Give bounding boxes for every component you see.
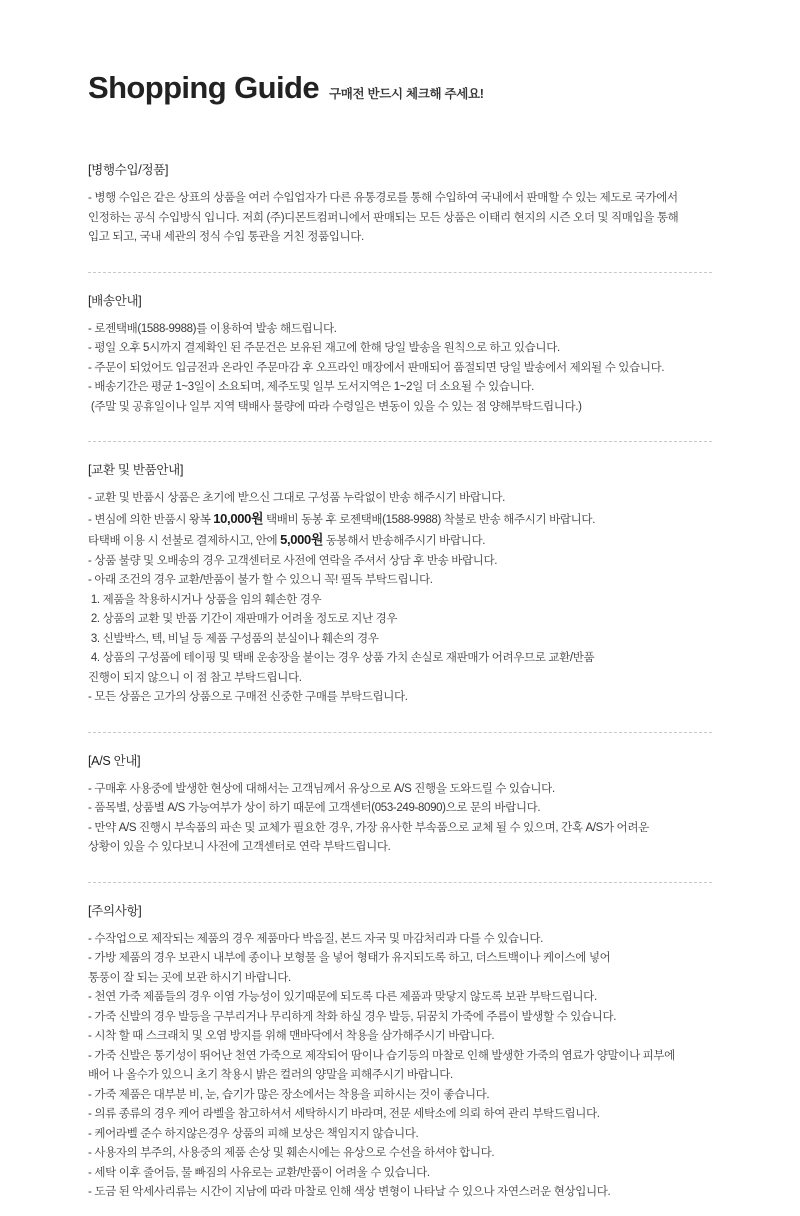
highlight-amount: 5,000원: [280, 532, 324, 547]
section-divider: [88, 441, 712, 442]
guide-section: [88, 901, 712, 1213]
section-line: - 평일 오후 5시까지 결제확인 된 주문건은 보유된 재고에 한해 당일 발송을 원칙으로 하고 있습니다.: [88, 342, 560, 354]
section-divider: [88, 882, 712, 883]
section-line: 4. 상품의 구성품에 테이핑 및 택배 운송장을 붙이는 경우 상품 가치 손실로 재판매가 어려우므로 교환/반품: [88, 652, 595, 664]
section-line: - 모든 상품은 고가의 상품으로 구매전 신중한 구매를 부탁드립니다.: [88, 691, 408, 703]
section-line: - 변심에 의한 반품시 왕복 10,000원 택배비 동봉 후 로젠택배(1588-9988) 착불로 반송 해주시기 바랍니다.: [88, 510, 596, 526]
section-line: - 배송기간은 평균 1~3일이 소요되며, 제주도및 일부 도서지역은 1~2일 더 소요될 수 있습니다.: [88, 381, 535, 393]
section-title: [교환 및 반품안내]: [88, 463, 184, 477]
section-line: - 품목별, 상품별 A/S 가능여부가 상이 하기 때문에 고객센터(053-249-8090)으로 문의 바랍니다.: [88, 802, 541, 814]
section-line: - 주문이 되었어도 입금전과 온라인 주문마감 후 오프라인 매장에서 판매되어 품절되면 당일 발송에서 제외될 수 있습니다.: [88, 361, 665, 374]
section-line: (주말 및 공휴일이나 일부 지역 택배사 물량에 따라 수령일은 변동이 있을 수 있는 점 양해부탁드립니다.): [88, 400, 582, 413]
guide-sections: [88, 160, 712, 1213]
section-line: - 병행 수입은 같은 상표의 상품을 여러 수입업자가 다른 유통경로를 통해 수입하여 국내에서 판매할 수 있는 제도로 국가에서: [88, 192, 678, 204]
section-line: - 가방 제품의 경우 보관시 내부에 종이나 보형물 을 넣어 형태가 유지되도록 하고, 더스트백이나 케이스에 넣어: [88, 952, 611, 964]
section-line: - 로젠택배(1588-9988)를 이용하여 발송 해드립니다.: [88, 322, 337, 335]
section-line: - 가죽 신발은 통기성이 뛰어난 천연 가죽으로 제작되어 땀이나 습기등의 마찰로 인해 발생한 가죽의 염료가 양말이나 피부에: [88, 1049, 675, 1062]
section-line: 타택배 이용 시 선불로 결제하시고, 안에 5,000원 동봉해서 반송해주시기 바랍니다.: [88, 532, 486, 547]
section-line: 1. 제품을 착용하시거나 상품을 임의 훼손한 경우: [88, 593, 322, 606]
section-title: [병행수입/정품]: [88, 163, 169, 177]
page-subtitle: 구매전 반드시 체크해 주세요!: [328, 87, 484, 101]
section-line: 2. 상품의 교환 및 반품 기간이 재판매가 어려울 정도로 지난 경우: [88, 613, 398, 625]
section-line: - 세탁 이후 줄어듬, 물 빠짐의 사유로는 교환/반품이 어려울 수 있습니다.: [88, 1166, 430, 1179]
section-line: - 사용자의 부주의, 사용중의 제품 손상 및 훼손시에는 유상으로 수선을 하셔야 합니다.: [88, 1147, 495, 1159]
section-line: 배어 나 올수가 있으니 초기 착용시 밝은 컬러의 양말을 피해주시기 바랍니다.: [88, 1069, 453, 1081]
section-line: 인정하는 공식 수입방식 입니다. 저희 (주)디몬트컴퍼니에서 판매되는 모든 상품은 이태리 현지의 시즌 오더 및 직매입을 통해: [88, 211, 679, 224]
section-line: - 가죽 제품은 대부분 비, 눈, 습기가 많은 장소에서는 착용을 피하시는 것이 좋습니다.: [88, 1088, 490, 1101]
section-line: 통풍이 잘 되는 곳에 보관 하시기 바랍니다.: [88, 971, 291, 984]
section-title: [A/S 안내]: [88, 753, 141, 768]
section-line: - 수작업으로 제작되는 제품의 경우 제품마다 박음질, 본드 자국 및 마감처리과 다를 수 있습니다.: [88, 932, 543, 945]
section-line: - 가죽 신발의 경우 발등을 구부리거나 무리하게 착화 하실 경우 발등, 뒤꿈치 가죽에 주름이 발생할 수 있습니다.: [88, 1010, 617, 1023]
section-line: - 도금 된 악세사리류는 시간이 지남에 따라 마찰로 인해 색상 변형이 나타날 수 있으나 자연스러운 현상입니다.: [88, 1186, 611, 1198]
section-line: - 시착 할 때 스크래치 및 오염 방지를 위해 맨바닥에서 착용을 삼가해주시기 바랍니다.: [88, 1030, 495, 1042]
section-line: - 만약 A/S 진행시 부속품의 파손 및 교체가 필요한 경우, 가장 유사한 부속품으로 교체 될 수 있으며, 간혹 A/S가 어려운: [88, 821, 649, 834]
section-line: 진행이 되지 않으니 이 점 참고 부탁드립니다.: [88, 671, 302, 684]
section-divider: [88, 272, 712, 273]
section-line: - 의류 종류의 경우 케어 라벨을 참고하셔서 세탁하시기 바라며, 전문 세탁소에 의뢰 하여 관리 부탁드립니다.: [88, 1108, 600, 1120]
section-divider: [88, 732, 712, 733]
page-header: [88, 0, 712, 160]
section-line: - 구매후 사용중에 발생한 현상에 대해서는 고객님께서 유상으로 A/S 진행을 도와드릴 수 있습니다.: [88, 782, 555, 795]
section-title: [주의사항]: [88, 903, 142, 918]
section-line: 3. 신발박스, 텍, 비닐 등 제품 구성품의 분실이나 훼손의 경우: [88, 632, 379, 645]
section-title: [배송안내]: [88, 293, 142, 308]
section-line: - 아래 조건의 경우 교환/반품이 불가 할 수 있으니 꼭! 필독 부탁드립니다.: [88, 574, 433, 586]
section-line: 입고 되고, 국내 세관의 정식 수입 통관을 거친 정품입니다.: [88, 231, 364, 243]
highlight-amount: 10,000원: [213, 510, 264, 526]
section-line: - 케어라벨 준수 하지않은경우 상품의 피해 보상은 책임지지 않습니다.: [88, 1127, 419, 1140]
section-line: - 천연 가죽 제품들의 경우 이염 가능성이 있기때문에 되도록 다른 제품과 맞닿지 않도록 보관 부탁드립니다.: [88, 991, 597, 1003]
section-line: - 교환 및 반품시 상품은 초기에 받으신 그대로 구성품 누락없이 반송 해주시기 바랍니다.: [88, 492, 506, 504]
section-line: - 상품 불량 및 오배송의 경우 고객센터로 사전에 연락을 주셔서 상담 후 반송 바랍니다.: [88, 554, 498, 567]
guide-section: [88, 291, 712, 428]
section-line: 상황이 있을 수 있다보니 사전에 고객센터로 연락 부탁드립니다.: [88, 841, 391, 853]
guide-section: [88, 460, 712, 718]
page-title: Shopping Guide: [88, 70, 319, 105]
guide-section: [88, 751, 712, 868]
guide-section: [88, 160, 712, 258]
